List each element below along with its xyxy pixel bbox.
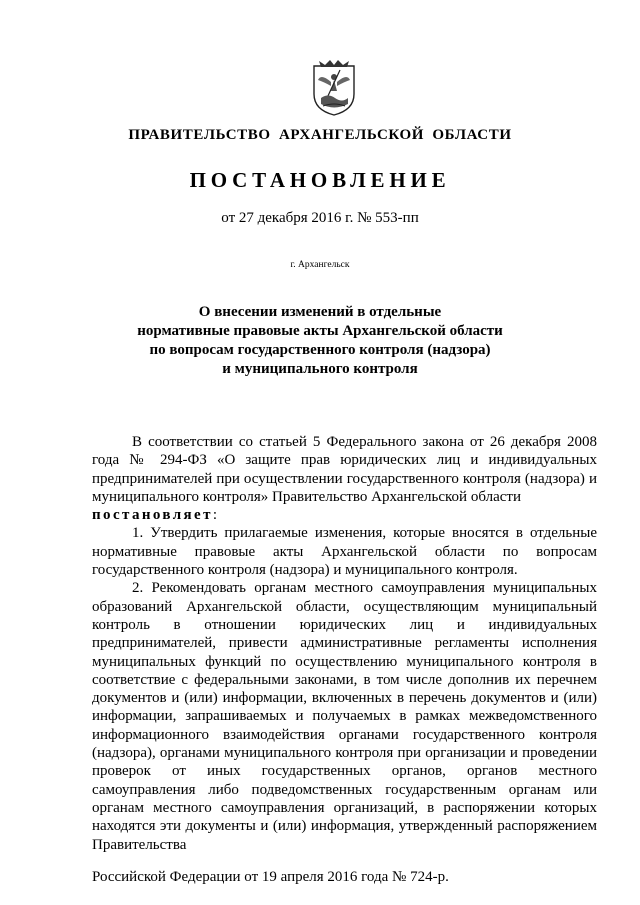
document-date-number: от 27 декабря 2016 г. № 553-пп — [221, 210, 419, 226]
paragraph-item-1: 1. Утвердить прилагаемые изменения, которые вносятся в отдельные нормативные правовые акты Архангельской области по вопросам государственного контроля (надзора) и муниципального контроля. — [92, 525, 597, 579]
title-line: по вопросам государственного контроля (надзора) — [149, 342, 491, 358]
resolves-keyword: постановляет — [92, 507, 213, 524]
document-body — [92, 433, 597, 886]
paragraph-item-2: 2. Рекомендовать органам местного самоуправления муниципальных образований Архангельской области, осуществляющим муниципальный контроль в отношении юридических лиц и индивидуальных предпринимателей, привести административные регламенты исполнения муниципальных функций по осуществлению муниципального контроля в соответствие с федеральными законами, в том числе дополнив их перечнем документов и (или) информации, включенных в перечень документов и (или) информации, запрашиваемых и получаемых в рамках межведомственного информационного взаимодействия органами государственного контроля (надзора), органами муниципального контроля при организации и проведении проверок от иных государственных органов, органов местного самоуправления либо подведомственных государственным органам или органам местного самоуправления организаций, в распоряжении которых находятся эти документы и (или) информация, утвержденный распоряжением Правительства — [92, 580, 597, 853]
coat-of-arms-icon — [311, 58, 357, 116]
paragraph-item-2-continuation: Российской Федерации от 19 апреля 2016 года № 724-р. — [92, 868, 449, 885]
resolves-colon: : — [212, 507, 218, 524]
document-type: ПОСТАНОВЛЕНИЕ — [189, 168, 451, 192]
title-line: и муниципального контроля — [222, 361, 418, 377]
preamble-text: В соответствии со статьей 5 Федерального закона от 26 декабря 2008 года № 294-ФЗ «О защите прав юридических лиц и индивидуальных предпринимателей при осуществлении государственного контроля (надзора) и муниципального контроля» Правительство Архангельской области — [92, 434, 597, 505]
preamble-paragraph — [92, 433, 597, 524]
government-name: ПРАВИТЕЛЬСТВО АРХАНГЕЛЬСКОЙ ОБЛАСТИ — [128, 127, 512, 143]
title-line: нормативные правовые акты Архангельской области — [137, 323, 503, 339]
document-title — [0, 303, 640, 379]
document-city: г. Архангельск — [290, 260, 350, 270]
title-line: О внесении изменений в отдельные — [198, 304, 442, 320]
